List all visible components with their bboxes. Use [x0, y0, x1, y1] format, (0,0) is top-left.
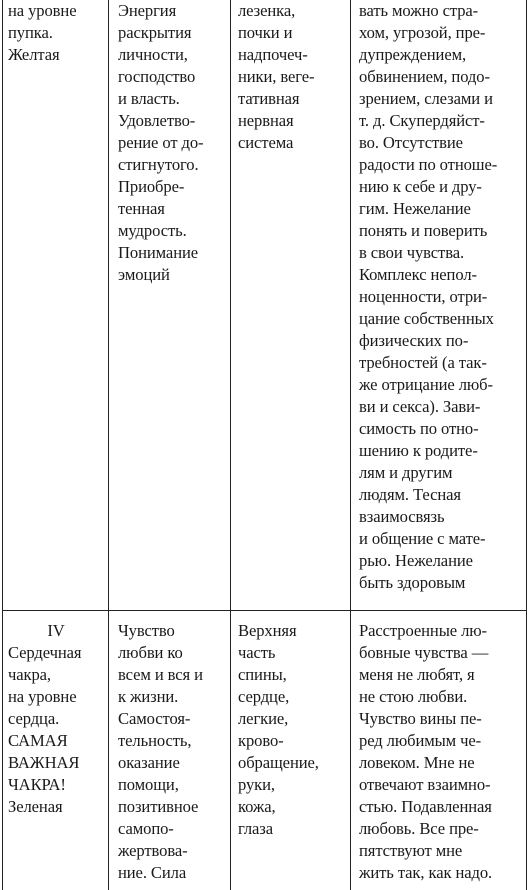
- cell-line: цание собственных: [359, 309, 494, 328]
- cell-line: тативная: [238, 89, 300, 108]
- row-heart-energy-cell: [118, 620, 228, 884]
- cell-line: взаимосвязь: [359, 507, 445, 526]
- cell-line: Сердечная: [8, 643, 82, 662]
- cell-line: Энергия: [118, 1, 177, 20]
- cell-line: крово-: [238, 731, 284, 750]
- cell-line: раскрытия: [118, 23, 192, 42]
- cell-line: к жизни.: [118, 687, 179, 706]
- cell-line: самопо-: [118, 819, 174, 838]
- cell-line: Комплекс непол-: [359, 265, 477, 284]
- cell-line: кожа,: [238, 797, 276, 816]
- cell-line: же отрицание люб-: [359, 375, 493, 394]
- cell-line: Желтая: [8, 45, 60, 64]
- cell-line: обвинением, подо-: [359, 67, 490, 86]
- cell-line: понять и поверить: [359, 221, 488, 240]
- cell-line: Удовлетво-: [118, 111, 196, 130]
- cell-line: лезенка,: [238, 1, 296, 20]
- cell-line: ви и секса). Зави-: [359, 397, 481, 416]
- cell-line: спины,: [238, 665, 287, 684]
- cell-line: лям и другим: [359, 463, 453, 482]
- table-border-left: [2, 0, 3, 890]
- cell-line: тельность,: [118, 731, 192, 750]
- row-divider: [2, 610, 527, 611]
- cell-line: вать можно стра-: [359, 1, 479, 20]
- row-top-energy-cell: [118, 0, 228, 286]
- cell-line: Верхняя: [238, 621, 297, 640]
- cell-line: всем и вся и: [118, 665, 203, 684]
- cell-line: мудрость.: [118, 221, 187, 240]
- cell-line: гим. Нежелание: [359, 199, 471, 218]
- cell-line: помощи,: [118, 775, 179, 794]
- cell-line: Приобре-: [118, 177, 185, 196]
- cell-line: нию к себе и дру-: [359, 177, 482, 196]
- row-heart-problems-cell: [359, 620, 525, 884]
- cell-line: радости по отноше-: [359, 155, 498, 174]
- row-heart-chakra-cell: [8, 620, 106, 818]
- cell-line: ЧАКРА!: [8, 775, 66, 794]
- cell-line: ние. Сила: [118, 863, 187, 882]
- column-divider-3: [350, 0, 351, 890]
- cell-line: шению к родите-: [359, 441, 478, 460]
- cell-line: зрением, слезами и: [359, 89, 493, 108]
- column-divider-1: [108, 0, 109, 890]
- cell-line: любовь. Все пре-: [359, 819, 479, 838]
- cell-line: и общение с мате-: [359, 529, 486, 548]
- cell-line: обращение,: [238, 753, 319, 772]
- cell-line: пятствуют мне: [359, 841, 463, 860]
- cell-line: во. Отсутствие: [359, 133, 463, 152]
- cell-line: легкие,: [238, 709, 289, 728]
- cell-line: Чувство: [118, 621, 175, 640]
- cell-line: часть: [238, 643, 276, 662]
- cell-line: почки и: [238, 23, 293, 42]
- cell-line: ноценности, отри-: [359, 287, 488, 306]
- cell-line: пупка.: [8, 23, 53, 42]
- cell-line: симость по отно-: [359, 419, 479, 438]
- cell-line: и власть.: [118, 89, 180, 108]
- cell-line: чакра,: [8, 665, 51, 684]
- cell-line: на уровне: [8, 687, 77, 706]
- cell-line: Расстроенные лю-: [359, 621, 487, 640]
- cell-line: господство: [118, 67, 196, 86]
- cell-line: отвечают взаимно-: [359, 775, 491, 794]
- cell-line: стью. Подавленная: [359, 797, 492, 816]
- row-top-problems-cell: [359, 0, 525, 594]
- cell-line: рение от до-: [118, 133, 204, 152]
- cell-line: любви ко: [118, 643, 183, 662]
- cell-line: надпочеч-: [238, 45, 308, 64]
- row-heart-organs-cell: [238, 620, 348, 840]
- cell-line: эмоций: [118, 265, 170, 284]
- cell-line: бовные чувства —: [359, 643, 489, 662]
- cell-line: Самостоя-: [118, 709, 191, 728]
- row-top-organs-cell: [238, 0, 348, 154]
- cell-line: меня не любят, я: [359, 665, 475, 684]
- cell-line: ники, веге-: [238, 67, 315, 86]
- cell-line: оказание: [118, 753, 180, 772]
- cell-line: ред любимым че-: [359, 731, 482, 750]
- row-top-chakra-cell: [8, 0, 106, 66]
- cell-line: на уровне: [8, 1, 77, 20]
- cell-line: т. д. Скупердяйст-: [359, 111, 485, 130]
- cell-line: физических по-: [359, 331, 469, 350]
- cell-line: ловеком. Мне не: [359, 753, 475, 772]
- cell-line: Понимание: [118, 243, 199, 262]
- cell-line: жертвова-: [118, 841, 188, 860]
- cell-line: людям. Тесная: [359, 485, 461, 504]
- cell-line: тенная: [118, 199, 165, 218]
- cell-line: требностей (а так-: [359, 353, 487, 372]
- cell-line: сердца.: [8, 709, 60, 728]
- table-border-right: [526, 0, 527, 890]
- cell-line: позитивное: [118, 797, 199, 816]
- cell-line: в свои чувства.: [359, 243, 465, 262]
- cell-line: быть здоровым: [359, 573, 466, 592]
- cell-line: стигнутого.: [118, 155, 199, 174]
- chakra-number: IV: [47, 621, 65, 640]
- cell-line: хом, угрозой, пре-: [359, 23, 486, 42]
- cell-line: Чувство вины пе-: [359, 709, 482, 728]
- cell-line: ВАЖНАЯ: [8, 753, 80, 772]
- cell-line: САМАЯ: [8, 731, 68, 750]
- cell-line: сердце,: [238, 687, 290, 706]
- cell-line: нервная: [238, 111, 294, 130]
- cell-line: жить так, как надо.: [359, 863, 493, 882]
- cell-line: Зеленая: [8, 797, 63, 816]
- cell-line: рью. Нежелание: [359, 551, 473, 570]
- cell-line: не стою любви.: [359, 687, 468, 706]
- cell-line: система: [238, 133, 294, 152]
- cell-line: глаза: [238, 819, 274, 838]
- cell-line: личности,: [118, 45, 188, 64]
- cell-line: дупреждением,: [359, 45, 467, 64]
- cell-line: руки,: [238, 775, 275, 794]
- column-divider-2: [230, 0, 231, 890]
